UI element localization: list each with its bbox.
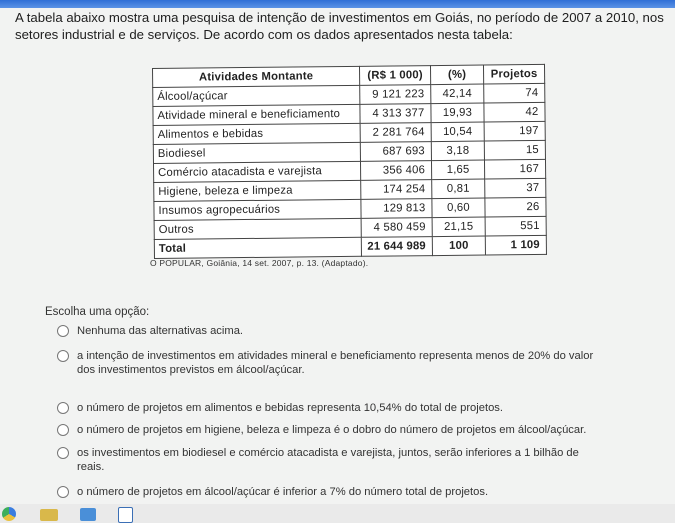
cell-percent: 1,65 bbox=[431, 160, 484, 180]
answer-option-4[interactable] bbox=[57, 446, 579, 474]
cell-value: 2 281 764 bbox=[360, 123, 431, 143]
answer-option-3[interactable] bbox=[57, 423, 586, 437]
calculator-icon[interactable] bbox=[118, 507, 133, 523]
choose-option-label: Escolha uma opção: bbox=[45, 306, 150, 318]
option-text: o número de projetos em higiene, beleza e limpeza é o dobro do número de projetos em álcool/açúcar. bbox=[77, 424, 587, 436]
cell-projects: 15 bbox=[484, 140, 545, 160]
cell-percent: 100 bbox=[432, 236, 485, 256]
chrome-icon[interactable] bbox=[2, 507, 16, 521]
radio-button[interactable] bbox=[57, 350, 69, 362]
cell-activity: Insumos agropecuários bbox=[154, 199, 361, 220]
cell-percent: 3,18 bbox=[431, 141, 484, 161]
header-projects: Projetos bbox=[483, 64, 544, 84]
cell-value: 4 580 459 bbox=[361, 218, 432, 238]
cell-value: 4 313 377 bbox=[360, 104, 431, 124]
cell-value: 129 813 bbox=[361, 199, 432, 219]
files-icon[interactable] bbox=[80, 508, 96, 521]
cell-percent: 42,14 bbox=[431, 84, 484, 104]
answer-option-0[interactable] bbox=[57, 324, 243, 338]
cell-value: 356 406 bbox=[360, 161, 431, 181]
cell-projects: 42 bbox=[484, 102, 545, 122]
header-percent: (%) bbox=[430, 65, 483, 85]
question-text: A tabela abaixo mostra uma pesquisa de intenção de investimentos em Goiás, no período de 2007 a 2010, nos setores industrial e de serviços. De acordo com os dados apresentados nesta tabela: bbox=[15, 10, 664, 42]
cell-activity: Alimentos e bebidas bbox=[153, 123, 360, 144]
cell-activity: Higiene, beleza e limpeza bbox=[154, 180, 361, 201]
cell-activity: Atividade mineral e beneficiamento bbox=[153, 104, 360, 125]
cell-activity: Outros bbox=[154, 218, 361, 239]
option-text: Nenhuma das alternativas acima. bbox=[77, 325, 244, 337]
cell-activity: Álcool/açúcar bbox=[153, 85, 360, 106]
radio-button[interactable] bbox=[57, 486, 69, 498]
cell-activity: Total bbox=[154, 237, 361, 258]
cell-projects: 1 109 bbox=[485, 235, 546, 255]
option-text: os investimentos em biodiesel e comércio atacadista e varejista, juntos, serão inferiores a 1 bilhão de reais. bbox=[77, 447, 579, 473]
cell-projects: 37 bbox=[485, 178, 546, 198]
taskbar bbox=[0, 504, 675, 523]
cell-value: 21 644 989 bbox=[361, 237, 432, 257]
option-text: o número de projetos em alimentos e bebidas representa 10,54% do total de projetos. bbox=[77, 402, 504, 414]
table-source: O POPULAR, Goiânia, 14 set. 2007, p. 13. (Adaptado). bbox=[150, 258, 369, 268]
answer-option-1[interactable] bbox=[57, 349, 593, 377]
header-activity: Atividades Montante bbox=[153, 66, 360, 87]
cell-percent: 0,60 bbox=[432, 198, 485, 218]
radio-button[interactable] bbox=[57, 447, 69, 459]
cell-percent: 19,93 bbox=[431, 103, 484, 123]
option-text: o número de projetos em álcool/açúcar é inferior a 7% do número total de projetos. bbox=[77, 486, 489, 498]
cell-value: 687 693 bbox=[360, 142, 431, 162]
option-text: a intenção de investimentos em atividades mineral e beneficiamento representa menos de 20% do valor dos investimentos previstos em álcool/açúcar. bbox=[77, 350, 594, 376]
cell-projects: 74 bbox=[484, 83, 545, 103]
cell-projects: 197 bbox=[484, 121, 545, 141]
radio-button[interactable] bbox=[57, 424, 69, 436]
header-value: (R$ 1 000) bbox=[359, 66, 430, 86]
cell-projects: 167 bbox=[484, 159, 545, 179]
answer-option-5[interactable] bbox=[57, 485, 488, 499]
cell-value: 9 121 223 bbox=[360, 85, 431, 105]
radio-button[interactable] bbox=[57, 325, 69, 337]
radio-button[interactable] bbox=[57, 402, 69, 414]
cell-projects: 26 bbox=[485, 197, 546, 217]
cell-projects: 551 bbox=[485, 216, 546, 236]
cell-percent: 10,54 bbox=[431, 122, 484, 142]
cell-percent: 21,15 bbox=[432, 217, 485, 237]
cell-value: 174 254 bbox=[361, 180, 432, 200]
answer-option-2[interactable] bbox=[57, 401, 503, 415]
folder-icon[interactable] bbox=[40, 509, 58, 521]
cell-activity: Comércio atacadista e varejista bbox=[154, 161, 361, 182]
cell-percent: 0,81 bbox=[432, 179, 485, 199]
cell-activity: Biodiesel bbox=[153, 142, 360, 163]
